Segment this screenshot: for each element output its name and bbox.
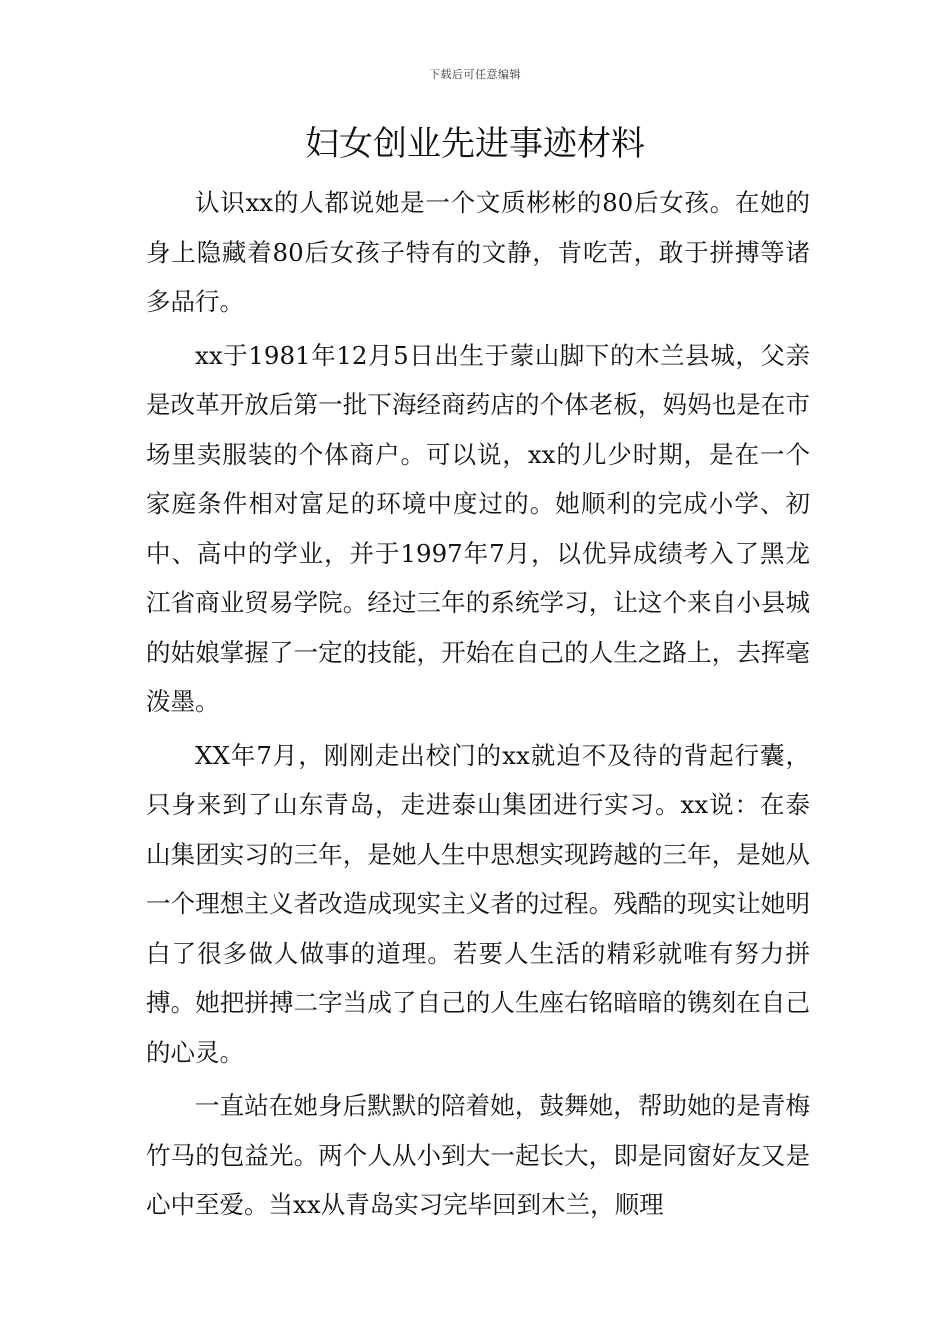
paragraph-3: XX年7月，刚刚走出校门的xx就迫不及待的背起行囊，只身来到了山东青岛，走进泰山集团进行实习。xx说：在泰山集团实习的三年，是她人生中思想实现跨越的三年，是她从一个理想主义者改造成现实主义者的过程。残酷的现实让她明白了很多做人做事的道理。若要人生活的精彩就唯有努力拼搏。她把拼搏二字当成了自己的人生座右铭暗暗的镌刻在自己的心灵。	[146, 740, 810, 1067]
paragraph-1: 认识xx的人都说她是一个文质彬彬的80后女孩。在她的身上隐藏着80后女孩子特有的文静，肯吃苦，敢于拼搏等诸多品行。	[146, 188, 810, 316]
document-body	[146, 178, 810, 1234]
paragraph-2: xx于1981年12月5日出生于蒙山脚下的木兰县城，父亲是改革开放后第一批下海经商药店的个体老板，妈妈也是在市场里卖服装的个体商户。可以说，xx的儿少时期，是在一个家庭条件相对富足的环境中度过的。她顺利的完成小学、初中、高中的学业，并于1997年7月，以优异成绩考入了黑龙江省商业贸易学院。经过三年的系统学习，让这个来自小县城的姑娘掌握了一定的技能，开始在自己的人生之路上，去挥毫泼墨。	[146, 340, 810, 716]
document-title: 妇女创业先进事迹材料	[305, 124, 645, 164]
header-note: 下载后可任意编辑	[429, 68, 521, 81]
paragraph-4: 一直站在她身后默默的陪着她，鼓舞她，帮助她的是青梅竹马的包益光。两个人从小到大一起长大，即是同窗好友又是心中至爱。当xx从青岛实习完毕回到木兰，顺理	[146, 1091, 810, 1219]
